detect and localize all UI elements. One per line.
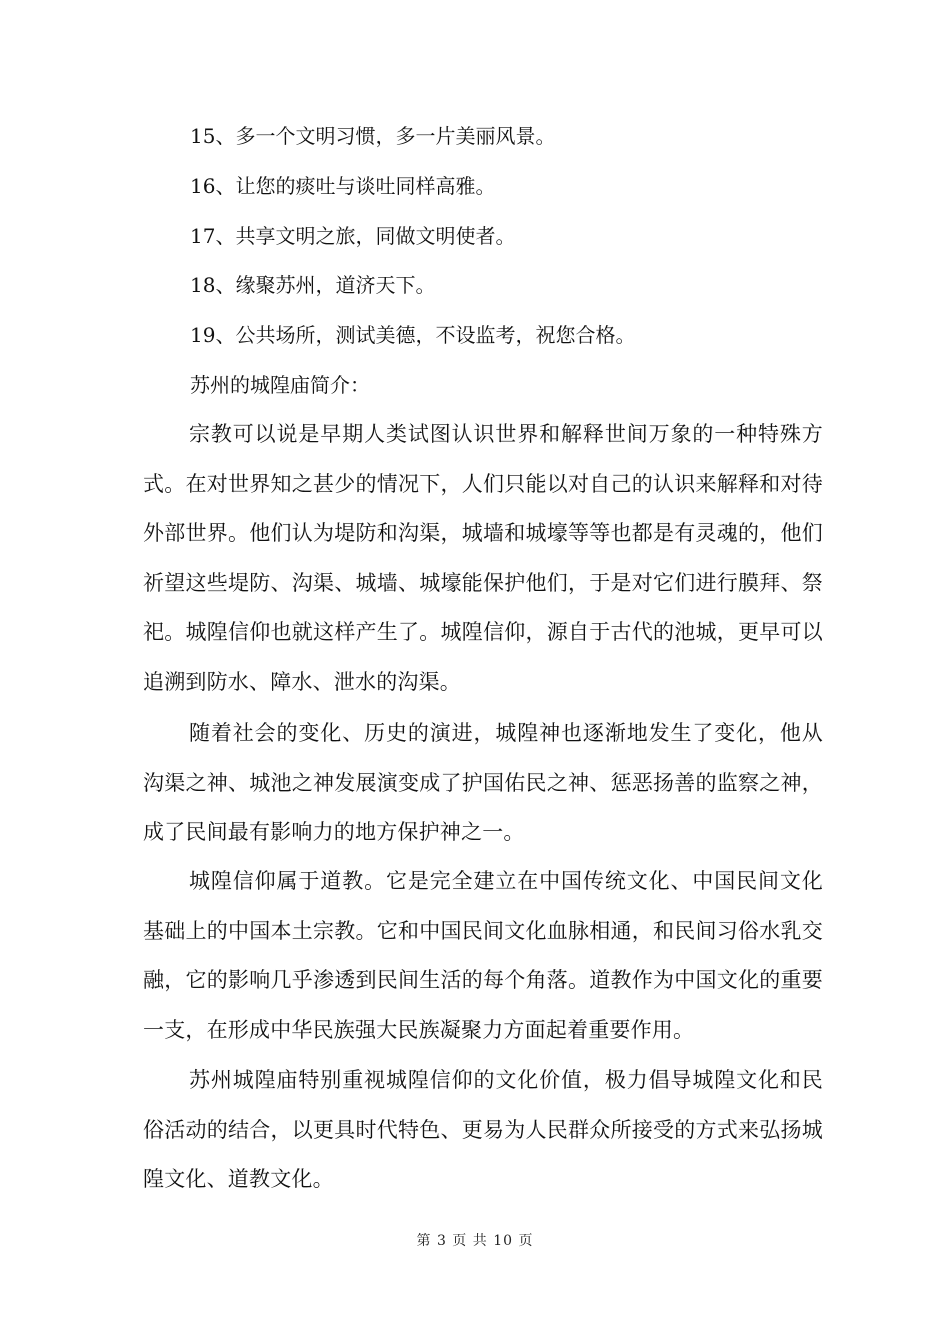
page-footer: 第 3 页 共 10 页 xyxy=(416,1233,534,1249)
paragraph-suzhou-temple: 苏州城隍庙特别重视城隍信仰的文化价值，极力倡导城隍文化和民俗活动的结合，以更具时代特色、更易为人民群众所接受的方式来弘扬城隍文化、道教文化。 xyxy=(143,1068,823,1192)
section-heading: 苏州的城隍庙简介： xyxy=(190,373,370,397)
paragraph-evolution: 随着社会的变化、历史的演进，城隍神也逐渐地发生了变化，他从沟渠之神、城池之神发展演变成了护国佑民之神、惩恶扬善的监察之神，成了民间最有影响力的地方保护神之一。 xyxy=(143,721,823,845)
paragraph-taoism: 城隍信仰属于道教。它是完全建立在中国传统文化、中国民间文化基础上的中国本土宗教。它和中国民间文化血脉相通，和民间习俗水乳交融，它的影响几乎渗透到民间生活的每个角落。道教作为中国文化的重要一支，在形成中华民族强大民族凝聚力方面起着重要作用。 xyxy=(143,869,823,1042)
list-item-18: 18、缘聚苏州，道济天下。 xyxy=(190,273,436,297)
list-item-19: 19、公共场所，测试美德，不设监考，祝您合格。 xyxy=(190,323,636,347)
list-item-16: 16、让您的痰吐与谈吐同样高雅。 xyxy=(190,174,496,198)
list-item-15: 15、多一个文明习惯，多一片美丽风景。 xyxy=(190,124,556,148)
paragraph-religion-origin: 宗教可以说是早期人类试图认识世界和解释世间万象的一种特殊方式。在对世界知之甚少的情况下，人们只能以对自己的认识来解释和对待外部世界。他们认为堤防和沟渠，城墙和城壕等等也都是有灵魂的，他们祈望这些堤防、沟渠、城墙、城壕能保护他们，于是对它们进行膜拜、祭祀。城隍信仰也就这样产生了。城隍信仰，源自于古代的池城，更早可以追溯到防水、障水、泄水的沟渠。 xyxy=(143,422,823,694)
list-item-17: 17、共享文明之旅，同做文明使者。 xyxy=(190,224,516,248)
